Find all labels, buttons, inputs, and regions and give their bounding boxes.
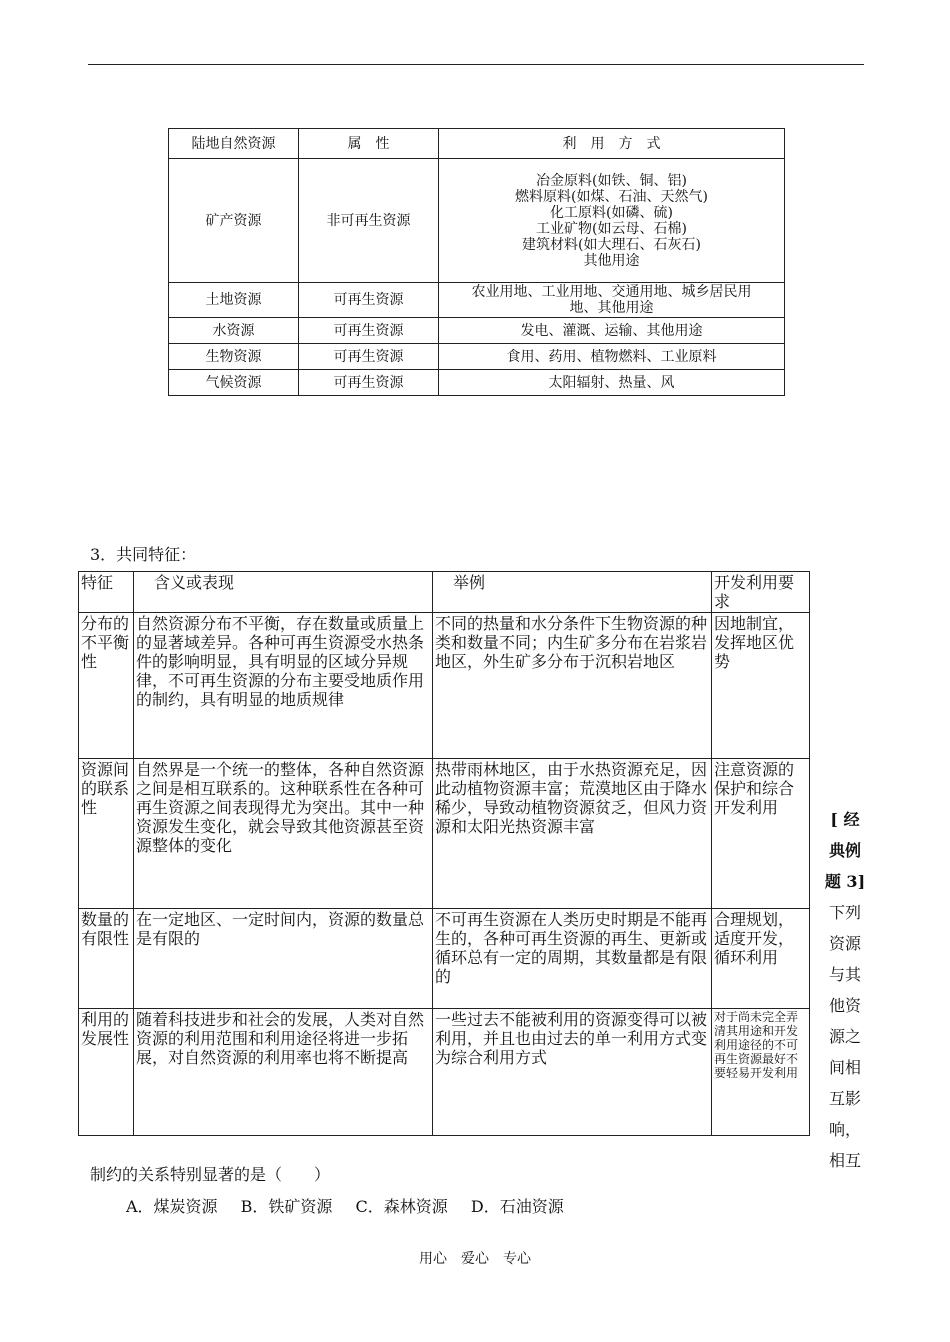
meaning-cell: 自然资源分布不平衡，存在数量或质量上的显著域差异。各种可再生资源受水热条件的影响明显，具有明显的区域分异规律，不可再生资源的分布主要受地质作用的制约，具有明显的地质规律 <box>134 613 433 759</box>
resource-attr: 非可再生资源 <box>299 159 439 283</box>
table-row <box>79 909 810 1009</box>
side-line: [ 经 <box>830 810 860 829</box>
header-cell: 开发利用要求 <box>712 572 810 613</box>
table-row <box>79 613 810 759</box>
table-row <box>169 159 785 283</box>
option-b: B．铁矿资源 <box>240 1197 333 1216</box>
side-line: 他资 <box>828 996 861 1015</box>
side-line: 下列 <box>828 903 861 922</box>
resource-attr: 可再生资源 <box>299 318 439 344</box>
resource-name: 水资源 <box>169 318 299 344</box>
use-line: 农业用地、工业用地、交通用地、城乡居民用 <box>471 284 752 300</box>
table-header-row <box>79 572 810 613</box>
page-footer: 用心 爱心 专心 <box>419 1251 531 1267</box>
requirement-cell: 合理规划，适度开发，循环利用 <box>712 909 810 1009</box>
example-cell: 不可再生资源在人类历史时期是不能再生的，各种可再生资源的再生、更新或循环总有一定的周期，其数量都是有限的 <box>433 909 712 1009</box>
side-line: 相互 <box>828 1151 861 1170</box>
feature-cell: 利用的发展性 <box>79 1009 134 1136</box>
question-text: 制约的关系特别显著的是（ ） <box>90 1165 331 1184</box>
option-c: C．森林资源 <box>355 1197 448 1216</box>
resource-name: 矿产资源 <box>169 159 299 283</box>
resource-name: 气候资源 <box>169 370 299 396</box>
use-line: 化工原料(如磷、硫) <box>550 204 673 221</box>
feature-table <box>78 571 810 1136</box>
table-header-row <box>169 129 785 159</box>
meaning-cell: 自然界是一个统一的整体，各种自然资源之间是相互联系的。这种联系性在各种可再生资源之间表现得尤为突出。其中一种资源发生变化，就会导致其他资源甚至资源整体的变化 <box>134 759 433 909</box>
requirement-cell: 注意资源的保护和综合开发利用 <box>712 759 810 909</box>
use-line: 工业矿物(如云母、石棉) <box>536 220 687 237</box>
option-a: A．煤炭资源 <box>126 1197 218 1216</box>
header-cell: 陆地自然资源 <box>169 129 299 159</box>
land-resource-table <box>168 128 785 396</box>
option-d: D．石油资源 <box>470 1197 564 1216</box>
feature-cell: 资源间的联系性 <box>79 759 134 909</box>
table-row <box>169 318 785 344</box>
side-line: 互影 <box>828 1089 861 1108</box>
header-cell: 属 性 <box>299 129 439 159</box>
resource-uses: 食用、药用、植物燃料、工业原料 <box>439 344 785 370</box>
answer-options <box>126 1194 578 1217</box>
side-line: 源之 <box>828 1027 861 1046</box>
table-row <box>169 370 785 396</box>
feature-cell: 数量的有限性 <box>79 909 134 1009</box>
side-line: 资源 <box>828 934 861 953</box>
table-row <box>79 759 810 909</box>
use-line: 燃料原料(如煤、石油、天然气) <box>515 188 708 205</box>
meaning-cell: 在一定地区、一定时间内，资源的数量总是有限的 <box>134 909 433 1009</box>
side-line: 响， <box>828 1120 861 1139</box>
header-cell: 特征 <box>79 572 134 613</box>
header-cell: 含义或表现 <box>134 572 433 613</box>
use-line: 其他用途 <box>583 252 640 269</box>
table-row <box>169 283 785 318</box>
requirement-cell: 因地制宜，发挥地区优势 <box>712 613 810 759</box>
feature-cell: 分布的不平衡性 <box>79 613 134 759</box>
section-title: 3．共同特征： <box>90 545 197 564</box>
resource-attr: 可再生资源 <box>299 370 439 396</box>
meaning-cell: 随着科技进步和社会的发展，人类对自然资源的利用范围和利用途径将进一步拓展，对自然资源的利用率也将不断提高 <box>134 1009 433 1136</box>
side-line: 间相 <box>828 1058 861 1077</box>
table-row <box>79 1009 810 1136</box>
resource-attr: 可再生资源 <box>299 283 439 318</box>
resource-attr: 可再生资源 <box>299 344 439 370</box>
table-row <box>169 344 785 370</box>
resource-uses: 发电、灌溉、运输、其他用途 <box>439 318 785 344</box>
example-question-side-text <box>822 804 868 1176</box>
example-cell: 热带雨林地区，由于水热资源充足，因此动植物资源丰富；荒漠地区由于降水稀少，导致动植物资源贫乏，但风力资源和太阳光热资源丰富 <box>433 759 712 909</box>
resource-name: 生物资源 <box>169 344 299 370</box>
side-line: 典例 <box>828 841 861 860</box>
use-line: 建筑材料(如大理石、石灰石) <box>522 236 701 253</box>
resource-uses <box>439 283 785 318</box>
example-cell: 一些过去不能被利用的资源变得可以被利用，并且也由过去的单一利用方式变为综合利用方式 <box>433 1009 712 1136</box>
side-line: 题 3] <box>824 872 866 891</box>
use-line: 地、其他用途 <box>569 300 654 316</box>
resource-name: 土地资源 <box>169 283 299 318</box>
example-cell: 不同的热量和水分条件下生物资源的种类和数量不同；内生矿多分布在岩浆岩地区，外生矿多分布于沉积岩地区 <box>433 613 712 759</box>
requirement-cell: 对于尚未完全弄清其用途和开发利用途径的不可再生资源最好不要轻易开发利用 <box>712 1009 810 1136</box>
header-cell: 利 用 方 式 <box>439 129 785 159</box>
header-cell: 举例 <box>433 572 712 613</box>
resource-uses <box>439 159 785 283</box>
use-line: 冶金原料(如铁、铜、铝) <box>536 172 687 189</box>
header-rule <box>88 64 864 65</box>
resource-uses: 太阳辐射、热量、风 <box>439 370 785 396</box>
side-line: 与其 <box>828 965 861 984</box>
